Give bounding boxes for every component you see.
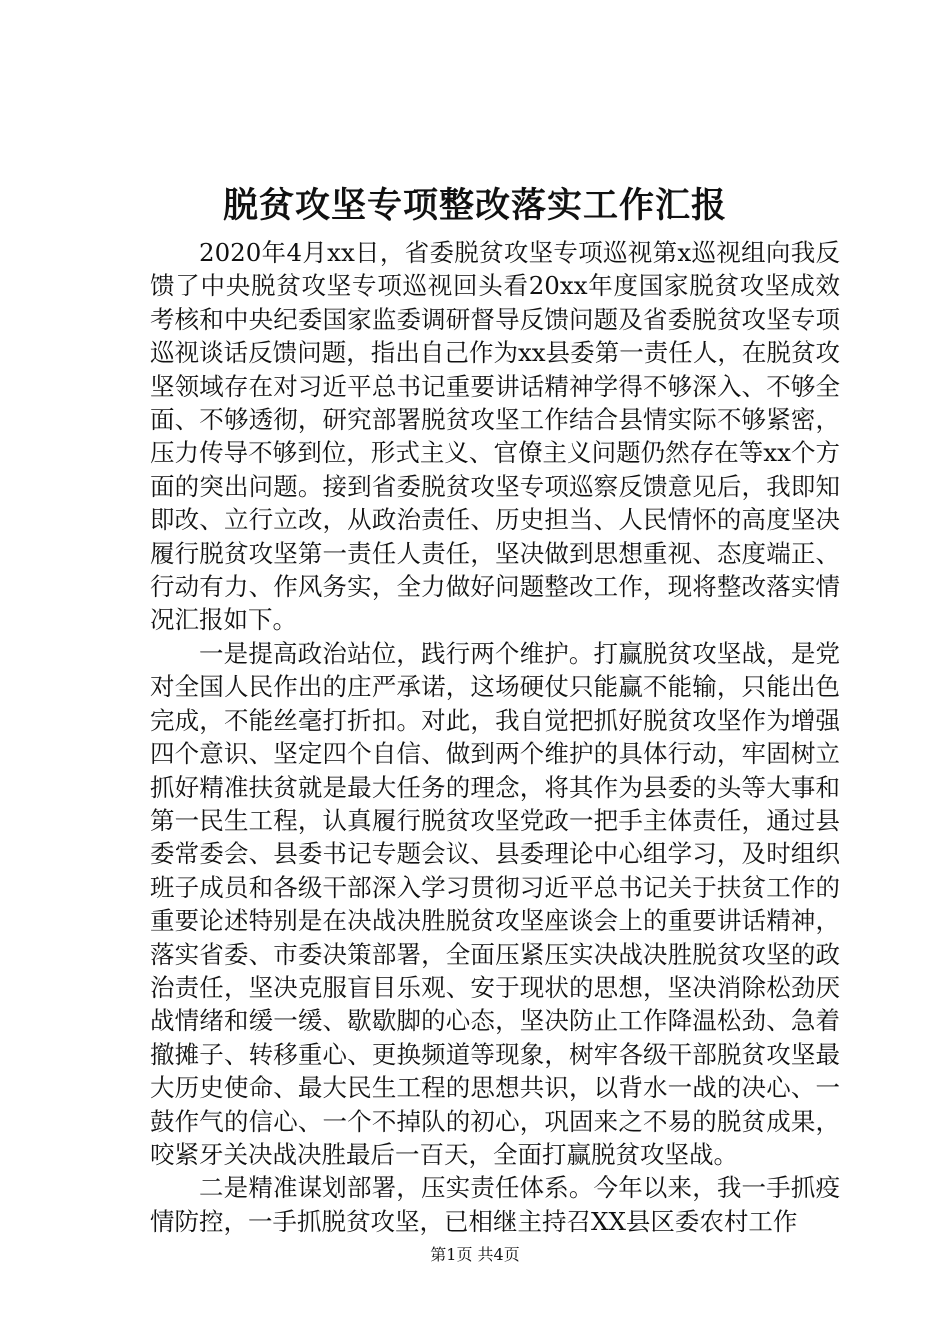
paragraph-point-one: 一是提高政治站位，践行两个维护。打赢脱贫攻坚战，是党对全国人民作出的庄严承诺，这场硬仗只能赢不能输，只能出色完成，不能丝毫打折扣。对此，我自觉把抓好脱贫攻坚作为增强四个意识、坚定四个自信、做到两个维护的具体行动，牢固树立抓好精准扶贫就是最大任务的理念，将其作为县委的头等大事和第一民生工程，认真履行脱贫攻坚党政一把手主体责任，通过县委常委会、县委书记专题会议、县委理论中心组学习，及时组织班子成员和各级干部深入学习贯彻习近平总书记关于扶贫工作的重要论述特别是在决战决胜脱贫攻坚座谈会上的重要讲话精神，落实省委、市委决策部署，全面压紧压实决战决胜脱贫攻坚的政治责任，坚决克服盲目乐观、安于现状的思想，坚决消除松劲厌战情绪和缓一缓、歇歇脚的心态，坚决防止工作降温松劲、急着撤摊子、转移重心、更换频道等现象，树牢各级干部脱贫攻坚最大历史使命、最大民生工程的思想共识，以背水一战的决心、一鼓作气的信心、一个不掉队的初心，巩固来之不易的脱贫成果，咬紧牙关决战决胜最后一百天，全面打赢脱贫攻坚战。 bbox=[150, 638, 840, 1169]
paragraph-intro: 2020年4月xx日，省委脱贫攻坚专项巡视第x巡视组向我反馈了中央脱贫攻坚专项巡视回头看20xx年度国家脱贫攻坚成效考核和中央纪委国家监委调研督导反馈问题及省委脱贫攻坚专项巡视谈话反馈问题，指出自己作为xx县委第一责任人，在脱贫攻坚领域存在对习近平总书记重要讲话精神学得不够深入、不够全面、不够透彻，研究部署脱贫攻坚工作结合县情实际不够紧密，压力传导不够到位，形式主义、官僚主义问题仍然存在等xx个方面的突出问题。接到省委脱贫攻坚专项巡察反馈意见后，我即知即改、立行立改，从政治责任、历史担当、人民情怀的高度坚决履行脱贫攻坚第一责任人责任，坚决做到思想重视、态度端正、行动有力、作风务实，全力做好问题整改工作，现将整改落实情况汇报如下。 bbox=[150, 238, 840, 635]
document-title: 脱贫攻坚专项整改落实工作汇报 bbox=[222, 185, 727, 226]
page-footer: 第1页 共4页 bbox=[430, 1245, 520, 1264]
document-body bbox=[150, 236, 840, 1238]
paragraph-point-two: 二是精准谋划部署，压实责任体系。今年以来，我一手抓疫情防控，一手抓脱贫攻坚，已相继主持召XX县区委农村工作 bbox=[150, 1173, 840, 1236]
